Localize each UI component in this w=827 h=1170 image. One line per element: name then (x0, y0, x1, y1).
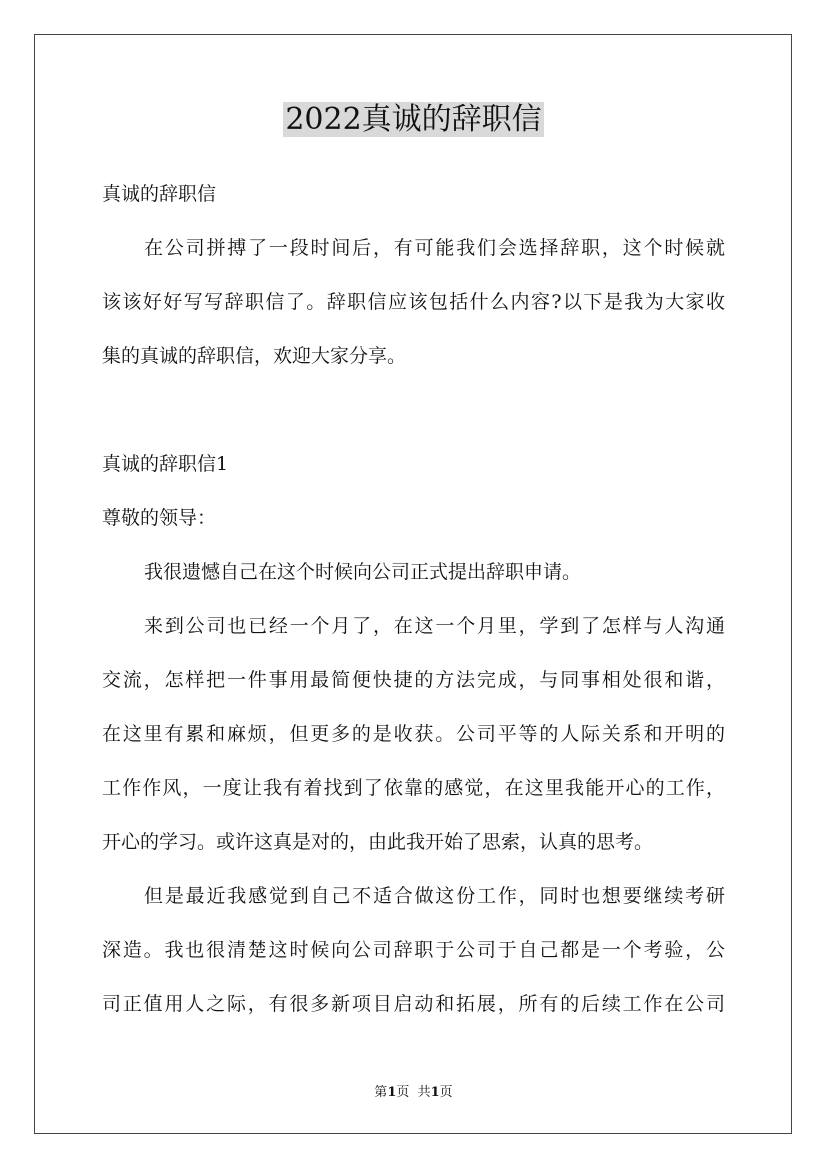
intro-line-2: 该该好好写写辞职信了。辞职信应该包括什么内容?以下是我为大家收 (102, 291, 725, 313)
document-heading: 真诚的辞职信 (102, 183, 217, 205)
body-line-4: 在这里有累和麻烦，但更多的是收获。公司平等的人际关系和开明的 (102, 723, 725, 745)
body-line-2: 来到公司也已经一个月了，在这一个月里，学到了怎样与人沟通 (144, 615, 725, 637)
letter-title: 真诚的辞职信1 (102, 453, 229, 475)
footer-suffix: 页 (439, 1085, 453, 1100)
salutation: 尊敬的领导： (102, 507, 217, 529)
footer-prefix: 第 (374, 1085, 388, 1100)
document-title (0, 100, 827, 140)
body-line-8: 深造。我也很清楚这时候向公司辞职于公司于自己都是一个考验，公 (102, 939, 725, 961)
body-line-3: 交流，怎样把一件事用最简便快捷的方法完成，与同事相处很和谐， (102, 669, 725, 691)
document-title-text: 2022真诚的辞职信 (285, 102, 542, 137)
footer-page-number: 1 (387, 1085, 397, 1100)
intro-line-1: 在公司拼搏了一段时间后，有可能我们会选择辞职，这个时候就 (144, 237, 725, 259)
page-footer (0, 1084, 827, 1102)
body-line-7: 但是最近我感觉到自己不适合做这份工作，同时也想要继续考研 (144, 885, 725, 907)
footer-page-total: 1 (430, 1085, 440, 1100)
body-line-1: 我很遗憾自己在这个时候向公司正式提出辞职申请。 (144, 561, 582, 583)
body-line-9: 司正值用人之际，有很多新项目启动和拓展，所有的后续工作在公司 (102, 993, 725, 1015)
footer-mid: 页 共 (396, 1085, 431, 1100)
intro-line-3: 集的真诚的辞职信，欢迎大家分享。 (102, 345, 407, 367)
body-line-6: 开心的学习。或许这真是对的，由此我开始了思索，认真的思考。 (102, 831, 654, 853)
body-line-5: 工作作风，一度让我有着找到了依靠的感觉，在这里我能开心的工作， (102, 777, 725, 799)
